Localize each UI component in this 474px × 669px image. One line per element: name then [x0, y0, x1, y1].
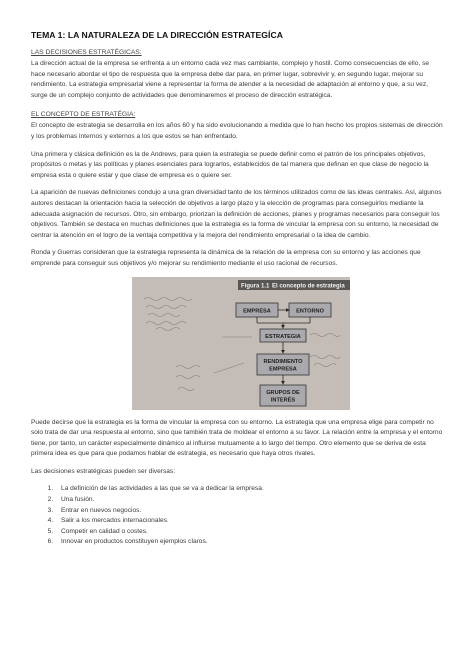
list-item: 2. Una fusión.: [55, 495, 443, 506]
box-entorno-label: ENTORNO: [296, 308, 324, 314]
paragraph-andrews: Una primera y clásica definición es la de Andrews, para quien la estrategia se puede definir como el patrón de los principales objetivos, propósitos o metas y las políticas y planes esenciales para lograrlos, establecidos de tal manera que definan en que clase de negocio la empresa esta o quiere estar y que clase de empresa es o quiere ser.: [31, 150, 429, 179]
paragraph-ronda-guerras: Ronda y Guerras consideran que la estrategia representa la dinámica de la relación de la empresa con su entorno y las acciones que emprende para conseguir sus objetivos y/o mejorar su rendimiento mediante el uso racional de recursos.: [31, 249, 421, 267]
box-rendimiento-label-1: RENDIMIENTO: [263, 358, 303, 365]
list-item: 1. La definición de las actividades a las que se va a dedicar la empresa.: [55, 484, 443, 495]
paragraph-vincular-entorno: Puede decirse que la estrategia es la forma de vincular la empresa con su entorno. La estrategia que una empresa elige para competir no solo trata de dar una respuesta al entorno, sino que también trata de moldear el entorno a su favor. La relación entre la empresa y el entorno tiene, por tanto, un carácter especialmente dinámico al influirse mutuamente a lo largo del tiempo. Otro elemento que se deriva de esta primera idea es que para que podamos hablar de estrategia, es necesario que haya otros rivales.: [31, 418, 443, 458]
box-grupos-label-1: GRUPOS DE: [266, 389, 300, 396]
paragraph-decisiones-diversas: Las decisiones estratégicas pueden ser diversas:: [31, 467, 176, 475]
box-rendimiento-label-2: EMPRESA: [269, 366, 297, 372]
section-heading-concepto: EL CONCEPTO DE ESTRATÉGIA:: [31, 111, 136, 119]
page-title: TEMA 1: LA NATURALEZA DE LA DIRECCIÓN ESTRATEGÍCA: [31, 30, 283, 40]
list-item: 5. Competir en calidad o costes.: [55, 527, 443, 538]
figure-heading: El concepto de estrategia: [272, 283, 345, 289]
box-estrategia-label: ESTRATEGIA: [265, 333, 301, 340]
figure-concept-diagram: [132, 277, 350, 410]
decisions-list: [31, 484, 443, 548]
box-grupos-label-2: INTERÉS: [270, 397, 296, 403]
paragraph-intro: La dirección actual de la empresa se enfrenta a un entorno cada vez mas cambiante, complejo y hostil. Como consecuencias de ello, se hace necesario abordar el tipo de respuesta que la empresa debe dar para, en primer lugar, sobrevivir y, en segundo lugar, mejorar su rendimiento. La estrategia empresarial viene a representar la forma de atender a la necesidad de adaptación al entorno y que, a su vez, surge de un complejo conjunto de actividades que denominaremos el proceso de dirección estratégica.: [31, 60, 430, 99]
box-empresa-label: EMPRESA: [243, 308, 271, 314]
list-item: 6. Innovar en productos constituyen ejemplos claros.: [55, 537, 443, 548]
figure-photo: [132, 277, 350, 410]
paragraph-definiciones: La aparición de nuevas definiciones condujo a una gran diversidad tanto de los términos utilizados como de las ideas centrales. Así, algunos autores destacan la orientación hacia la selección de objetivos a largo plazo y la elección de programas para conseguirlos mediante la adecuada asignación de recursos. Otro, sin embargo, priorizan la definición de acciones, planes y programas necesarios para conseguir los objetivos. También se destaca en muchas definiciones que la estrategia es la forma de vincular la empresa con su entorno, la necesidad de centrar la atención en el logro de la ventaja competitiva y la mejora del rendimiento empresarial o la idea de cambio.: [31, 189, 442, 239]
list-item: 4. Salir a los mercados internacionales.: [55, 516, 443, 527]
section-heading-decisiones: LAS DECISIONES ESTRATÉGICAS:: [31, 49, 142, 56]
paragraph-origen: El concepto de estrategia se desarrolla en los años 60 y ha sido evolucionando a medida que lo han hecho los propios sistemas de dirección y los problemas internos y externos a los que estos se han enfrentado.: [31, 122, 443, 140]
figure-caption: Figura 1.1: [241, 283, 270, 289]
list-item: 3. Entrar en nuevos negocios.: [55, 506, 443, 517]
